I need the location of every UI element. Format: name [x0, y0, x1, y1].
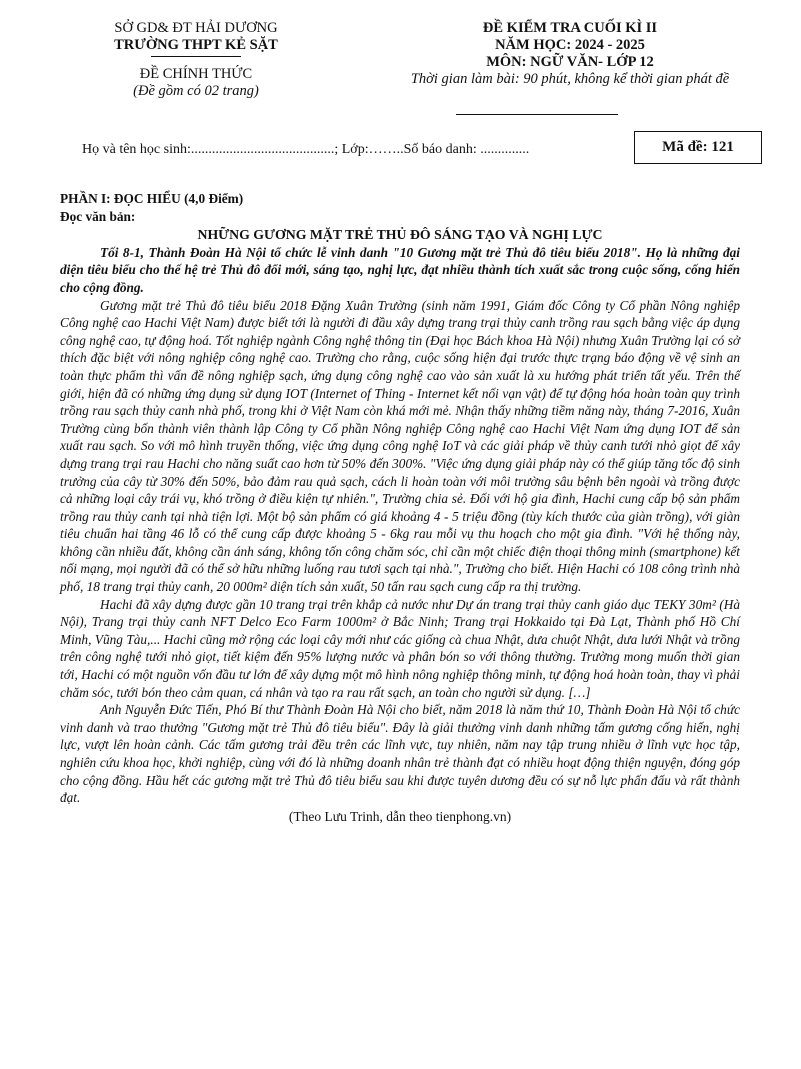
time-note: Thời gian làm bài: 90 phút, không kể thời gian phát đề — [410, 71, 730, 87]
exam-title: ĐỀ KIỂM TRA CUỐI KÌ II — [482, 20, 658, 36]
article-source: (Theo Lưu Trinh, dẫn theo tienphong.vn) — [288, 808, 512, 824]
article-paragraph: Hachi đã xây dựng được gần 10 trang trại trên khắp cả nước như Dự án trang trại thủy canh giáo dục TEKY 30m² (Hà Nội), Trang trại thủy canh NFT Delco Eco Farm 1000m² ở Bắc Ninh; Trang trại Hokkaido tại Đà Lạt, Thành phố Hồ Chí Minh, Vũng Tàu,... Hachi cũng mở rộng các loại cây mới như các giống cà chua Nhật, dưa chuột Nhật, dưa lưới Nhật và trồng trên công nghệ tưới nhỏ giọt, tiết kiệm đến 95% lượng nước và phân bón so với thông thường. Trường mong muốn thời gian tới, Hachi có một nguồn vốn đầu tư lớn để xây dựng một mô hình nông nghiệp thông minh, tự động hoá hoàn toàn, thay vì phải chăm sóc, tưới bón theo cảm quan, cá nhân và tạo ra rau rất sạch, an toàn cho người sử dụng. […] — [60, 596, 740, 700]
read-label: Đọc văn bản: — [60, 208, 136, 224]
pages-note: (Đề gồm có 02 trang) — [133, 83, 259, 99]
subject-label: MÔN: NGỮ VĂN- LỚP 12 — [486, 54, 654, 70]
student-info-line: Họ và tên học sinh:.........................................; Lớp:……..Số báo danh: .............. — [82, 142, 530, 157]
exam-header — [360, 20, 780, 88]
header-divider — [151, 56, 241, 57]
official-label: ĐỀ CHÍNH THỨC — [139, 66, 253, 82]
time-divider — [456, 114, 618, 115]
article-lead: Tối 8-1, Thành Đoàn Hà Nội tổ chức lễ vinh danh "10 Gương mặt trẻ Thủ đô tiêu biểu 2018". Họ là những đại diện tiêu biểu cho thế hệ trẻ Thủ đô đổi mới, sáng tạo, nghị lực, đạt nhiều thành tích xuất sắc trong cuộc sống, cống hiến cho cộng đồng. — [60, 244, 740, 295]
section-heading: PHẦN I: ĐỌC HIỂU (4,0 Điểm) — [60, 191, 244, 206]
department-name: SỞ GD& ĐT HẢI DƯƠNG — [114, 20, 278, 36]
article-paragraph: Gương mặt trẻ Thủ đô tiêu biểu 2018 Đặng Xuân Trường (sinh năm 1991, Giám đốc Công ty Cổ phần Nông nghiệp Công nghệ cao Hachi Việt Nam) được biết tới là người đi đầu xây dựng trang trại thủy canh trồng rau sạch bằng việc áp dụng công nghệ cao, tự động hoá. Tốt nghiệp ngành Công nghệ thông tin (Đại học Bách khoa Hà Nội) nhưng Xuân Trường lại có sở thích đặc biệt với nông nghiệp công nghệ cao. Trường cho rằng, cuộc sống hiện đại trước thực trạng báo động về vệ sinh an toàn thực phẩm thì vấn đề nông nghiệp sạch, ứng dụng công nghệ cao vào sản xuất là xu hướng phát triển tất yếu. Trên thế giới, hiện đã có những ứng dụng sử dụng IOT (Internet of Thing - Internet kết nối vạn vật) để tự động hóa hoàn toàn quy trình trồng rau sạch thủy canh nhà phố, trong khi ở Việt Nam còn khá mới mẻ. Nhận thấy những tiềm năng này, tháng 7-2016, Xuân Trường cùng bốn thành viên thành lập Công ty Cổ phần Nông nghiệp Công nghệ cao Hachi Việt Nam ứng dụng IOT để sản xuất rau sạch. So với mô hình truyền thống, việc ứng dụng công nghệ IoT và các giải pháp về thủy canh tưới nhỏ giọt để xây dựng trang trại rau Hachi cho năng suất cao hơn từ 50% đến 300%. "Việc ứng dụng giải pháp này có thể giúp tăng tốc độ sinh trưởng của cây từ 30% đến 50%, bảo đảm rau quả sạch, cách li hoàn toàn với môi trường sâu bệnh bên ngoài và trồng được cả những loại cây trái vụ, khó trồng ở điều kiện tự nhiên.", Trường chia sẻ. Đối với hộ gia đình, Hachi cung cấp bộ sản phẩm trồng rau thủy canh tại nhà tiện lợi. Một bộ sản phẩm có giá khoảng 4 - 5 triệu đồng (tùy kích thước của giàn trồng), với giàn tiêu chuẩn hai tầng 46 lỗ có thể cung cấp được khoảng 5 - 6kg rau mỗi vụ thu hoạch cho một gia đình. "Với hệ thống này, không cần nhiều đất, không cần ánh sáng, không tốn công chăm sóc, chỉ cần một chiếc điện thoại thông minh (smartphone) kết nối mạng, mọi người đã có thể sở hữu những luống rau tươi sạch tại nhà.", Trường cho biết. Hiện Hachi có 108 công trình nhà phố, 18 trang trại thủy canh, 20 000m² diện tích sản xuất, 50 tấn rau sạch cung cấp ra thị trường. — [60, 297, 740, 595]
school-name: TRƯỜNG THPT KẺ SẶT — [114, 37, 278, 53]
reading-content — [60, 190, 740, 825]
article-paragraph: Anh Nguyễn Đức Tiến, Phó Bí thư Thành Đoàn Hà Nội cho biết, năm 2018 là năm thứ 10, Thành Đoàn Hà Nội tổ chức vinh danh và trao thưởng "Gương mặt trẻ Thủ đô tiêu biểu". Đây là giải thưởng vinh danh những tấm gương cống hiến, nghị lực, vượt lên hoàn cảnh. Các tấm gương trải đều trên các lĩnh vực, tuy nhiên, năm nay tập trung nhiều ở lĩnh vực học tập, nghiên cứu khoa học, khởi nghiệp, cùng với đó là những doanh nhân trẻ thành đạt có nhiều hoạt động thiện nguyện, đóng góp cho cộng đồng. Hầu hết các gương mặt trẻ Thủ đô tiêu biểu sau khi được tuyên dương đều có sự nỗ lực phấn đấu và rất thành đạt. — [60, 702, 740, 806]
school-header — [86, 20, 306, 100]
school-year: NĂM HỌC: 2024 - 2025 — [495, 37, 645, 53]
exam-code-box: Mã đề: 121 — [634, 131, 762, 164]
article-title: NHỮNG GƯƠNG MẶT TRẺ THỦ ĐÔ SÁNG TẠO VÀ NGHỊ LỰC — [197, 227, 603, 243]
